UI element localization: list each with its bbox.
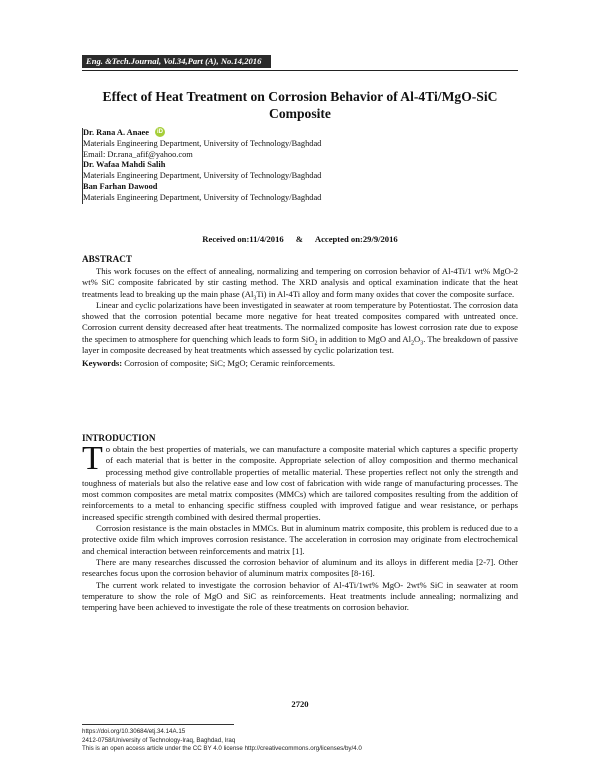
introduction-paragraph-4: The current work related to investigate the corrosion behavior of Al-4Ti/1wt% MgO- 2wt% SiC in seawater at room temperature to show the role of MgO and SiC as reinforcements. Heat treatments include annealing; normalizing and tempering have been achieved to investigate the role of these treatments on corrosion behavior. [82, 579, 518, 613]
journal-citation: Eng. &Tech.Journal, Vol.34,Part (A), No.14,2016 [82, 55, 271, 68]
paper-title [82, 88, 518, 122]
header-rule [82, 70, 518, 71]
footer-license[interactable]: This is an open access article under the CC BY 4.0 license http://creativecommons.org/licenses/by/4.0 [82, 745, 362, 753]
page-number: 2720 [291, 699, 309, 709]
date-separator: & [295, 234, 303, 244]
author-1-name: Dr. Rana A. Anaee [83, 128, 149, 137]
abstract-body [82, 266, 518, 370]
author-block [82, 128, 383, 204]
author-1-affiliation: Materials Engineering Department, University of Technology/Baghdad [83, 138, 322, 148]
drop-cap: T [82, 440, 103, 477]
received-accepted-dates [82, 234, 518, 244]
introduction-paragraph-1: To obtain the best properties of materials, we can manufacture a composite material which captures a specific property of each material that is better in the composite. Appropriate selection of alloy composition and thermo mechanical processing method give controllable properties of metallic material. These properties reflect not only the strength and toughness of materials but also the relative ease and low cost of fabrication with wide range of manufacturing processes. The most common composites are metal matrix composites (MMCs) which are tailored composites resulting from the addition of reinforcements to a metal to enhancing specific stiffness coupled with improved fatigue and wear resistance, or perhaps increased specific strength combined with desired thermal properties. [82, 440, 518, 522]
author-2-affiliation: Materials Engineering Department, University of Technology/Baghdad [83, 171, 322, 181]
keywords-text: Corrosion of composite; SiC; MgO; Ceramic reinforcements. [122, 358, 336, 369]
abstract-heading: ABSTRACT [82, 254, 133, 264]
keywords-label: Keywords: [82, 358, 123, 369]
abstract-paragraph-1: This work focuses on the effect of annealing, normalizing and tempering on corrosion behavior of Al-4Ti/1 wt% MgO-2 wt% SiC composite fabricated by stir casting method. The XRD analysis and optical examination indicate that the heat treatments lead to breaking up the main phase $(Al_3Ti)$ in Al-4Ti alloy and form many oxides that cover the composite surface. [82, 266, 518, 302]
orcid-icon[interactable]: iD [157, 129, 163, 136]
author-1-email[interactable]: Email: Dr.rana_afif@yahoo.com [83, 149, 193, 159]
received-date: Received on:11/4/2016 [202, 234, 284, 244]
keywords-line [82, 358, 518, 369]
title-line-2: Composite [269, 106, 331, 121]
title-line-1: Effect of Heat Treatment on Corrosion Behavior of Al-4Ti/MgO-SiC [102, 89, 498, 104]
footer [82, 728, 362, 754]
introduction-paragraph-3: There are many researches discussed the corrosion behavior of aluminum and its alloys in different media [2-7]. Other researches focus upon the corrosion behavior of aluminum matrix composites [8-16]. [82, 556, 518, 579]
footer-rule [82, 724, 234, 725]
introduction-heading: INTRODUCTION [82, 433, 156, 443]
author-3-affiliation: Materials Engineering Department, University of Technology/Baghdad [83, 192, 322, 202]
accepted-date: Accepted on:29/9/2016 [314, 234, 398, 244]
footer-doi-link[interactable]: https://doi.org/10.30684/etj.34.14A.15 [82, 728, 186, 735]
introduction-paragraph-2: Corrosion resistance is the main obstacles in MMCs. But in aluminum matrix composite, this problem is reduced due to a protective oxide film which improves corrosion resistance. The acceleration in corrosion may originate from electrochemical and chemical interaction between reinforcements and matrix [1]. [82, 523, 518, 556]
author-3-name: Ban Farhan Dawood [83, 181, 158, 191]
abstract-paragraph-2: Linear and cyclic polarizations have been investigated in seawater at room temperature by Potentiostat. The corrosion data showed that the corrosion potential became more negative for heat treated composites compared with untreated once. Corrosion current density decreased after heat treatments. The normalized composite has lowest corrosion rate due to expose the specimen to atmosphere for quenching which leads to form SiO$_2$ in addition to MgO and $Al_2O_3$. The breakdown of passive layer in composite decreased by heat treatments which assessed by cyclic polarization test. [82, 299, 518, 356]
author-2-name: Dr. Wafaa Mahdi Salih [83, 160, 166, 170]
footer-issn: 2412-0758/University of Technology-Iraq, Baghdad, Iraq [82, 736, 236, 744]
introduction-body [82, 440, 518, 613]
